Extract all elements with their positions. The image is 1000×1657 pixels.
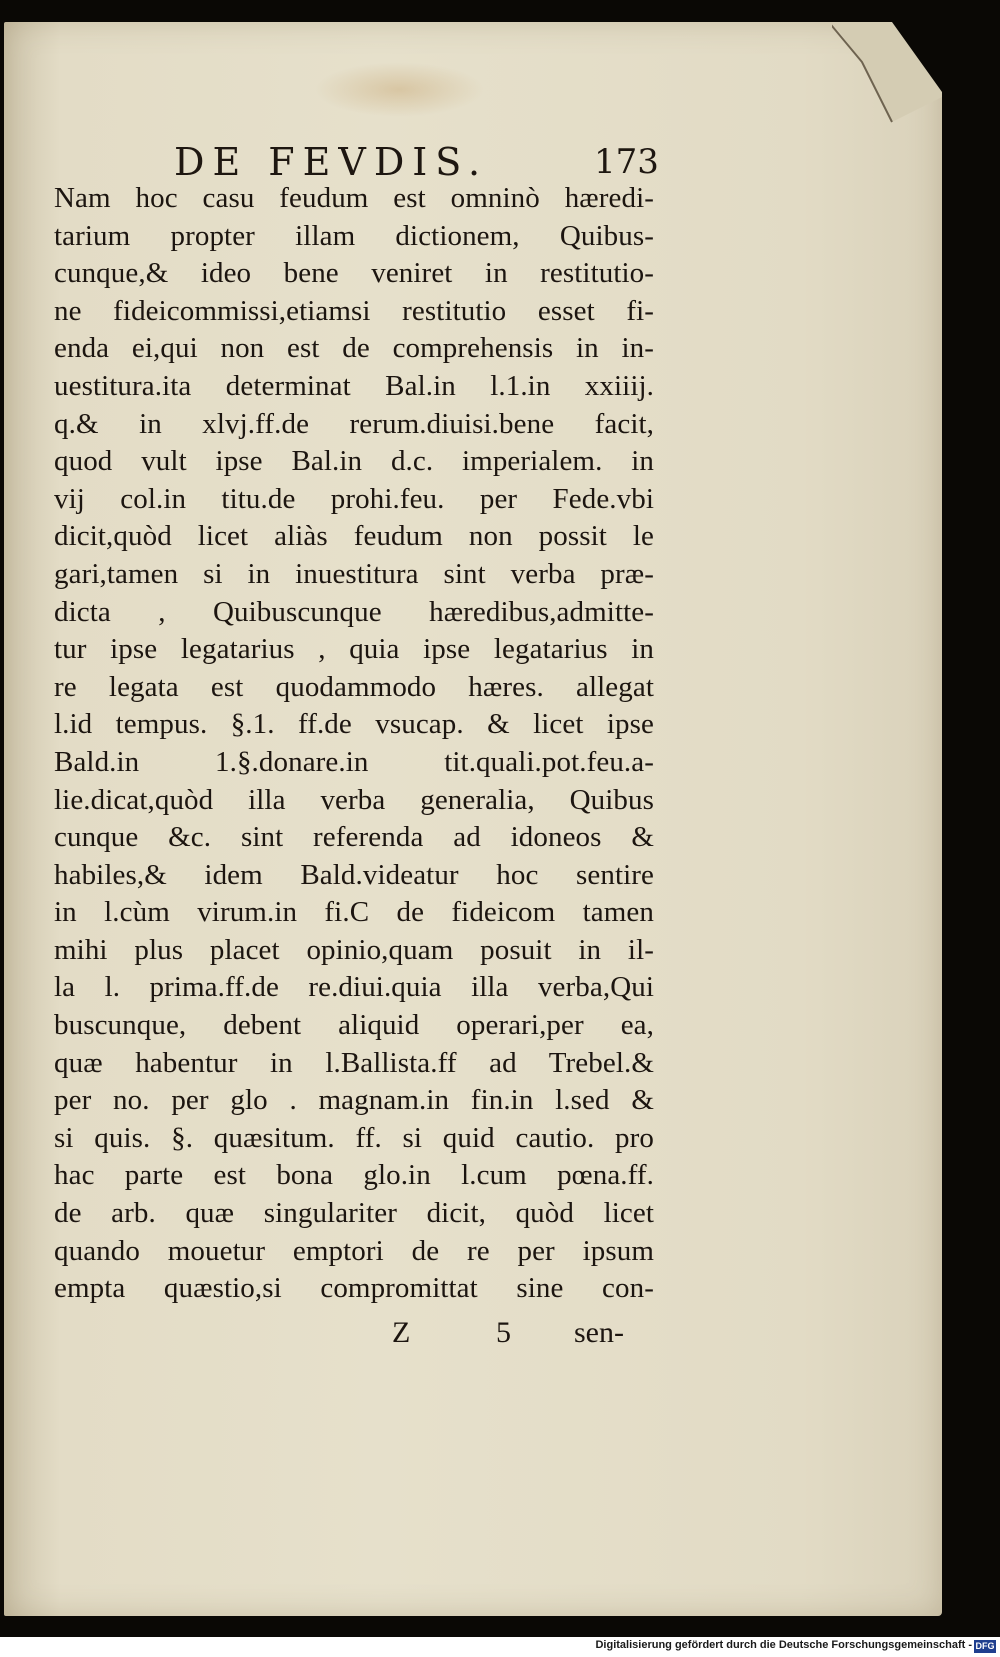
catchword: sen- — [574, 1316, 624, 1349]
text-line: q.& in xlvj.ff.de rerum.diuisi.bene facit, — [54, 407, 654, 440]
text-line: buscunque, debent aliquid operari,per ea, — [54, 1009, 654, 1042]
footer-credit: Digitalisierung gefördert durch die Deutsche Forschungsgemeinschaft - — [595, 1639, 972, 1651]
text-line: l.id tempus. §.1. ff.de vsucap. & licet ipse — [54, 708, 654, 741]
text-line: cunque &c. sint referenda ad idoneos & — [54, 821, 654, 854]
text-line: in l.cùm virum.in fi.C de fideicom tamen — [54, 896, 654, 929]
text-line: hac parte est bona glo.in l.cum pœna.ff. — [54, 1159, 654, 1192]
text-line: mihi plus placet opinio,quam posuit in il- — [54, 933, 654, 966]
text-line: tarium propter illam dictionem, Quibus- — [54, 219, 654, 252]
text-line: lie.dicat,quòd illa verba generalia, Quibus — [54, 783, 654, 816]
text-line: ne fideicommissi,etiamsi restitutio esset fi- — [54, 294, 654, 327]
catchline — [384, 1316, 644, 1356]
text-line: Bald.in 1.§.donare.in tit.quali.pot.feu.a- — [54, 745, 654, 778]
text-line: dicta , Quibuscunque hæredibus,admitte- — [54, 595, 654, 628]
text-line: enda ei,qui non est de comprehensis in in- — [54, 332, 654, 365]
folded-corner-icon — [832, 22, 942, 132]
text-line: habiles,& idem Bald.videatur hoc sentire — [54, 858, 654, 891]
text-line: per no. per glo . magnam.in fin.in l.sed & — [54, 1084, 654, 1117]
text-line: dicit,quòd licet aliàs feudum non possit le — [54, 520, 654, 553]
text-line: Nam hoc casu feudum est omninò hæredi- — [54, 182, 654, 214]
signature-mark: Z — [392, 1316, 411, 1349]
book-page — [4, 22, 942, 1616]
text-line: tur ipse legatarius , quia ipse legatarius in — [54, 633, 654, 666]
page-stain — [314, 62, 484, 117]
running-head: DE FEVDIS. — [174, 140, 489, 184]
page-number: 173 — [594, 142, 659, 182]
text-line: de arb. quæ singulariter dicit, quòd licet — [54, 1197, 654, 1230]
text-line: re legata est quodammodo hæres. allegat — [54, 670, 654, 703]
signature-number: 5 — [496, 1316, 511, 1349]
footer-bar — [0, 1637, 1000, 1657]
text-line: quod vult ipse Bal.in d.c. imperialem. in — [54, 445, 654, 478]
text-line: uestitura.ita determinat Bal.in l.1.in xxiiij. — [54, 369, 654, 402]
text-line: la l. prima.ff.de re.diui.quia illa verba,Qui — [54, 971, 654, 1004]
text-line: quando mouetur emptori de re per ipsum — [54, 1234, 654, 1267]
dfg-logo: DFG — [975, 1641, 995, 1651]
text-line: si quis. §. quæsitum. ff. si quid cautio. pro — [54, 1121, 654, 1154]
text-line: gari,tamen si in inuestitura sint verba præ- — [54, 557, 654, 590]
text-line: cunque,& ideo bene veniret in restitutio- — [54, 257, 654, 290]
text-line: quæ habentur in l.Ballista.ff ad Trebel.& — [54, 1046, 654, 1079]
text-line: empta quæstio,si compromittat sine con- — [54, 1272, 654, 1305]
text-block — [54, 180, 654, 1308]
text-line: vij col.in titu.de prohi.feu. per Fede.vbi — [54, 482, 654, 515]
